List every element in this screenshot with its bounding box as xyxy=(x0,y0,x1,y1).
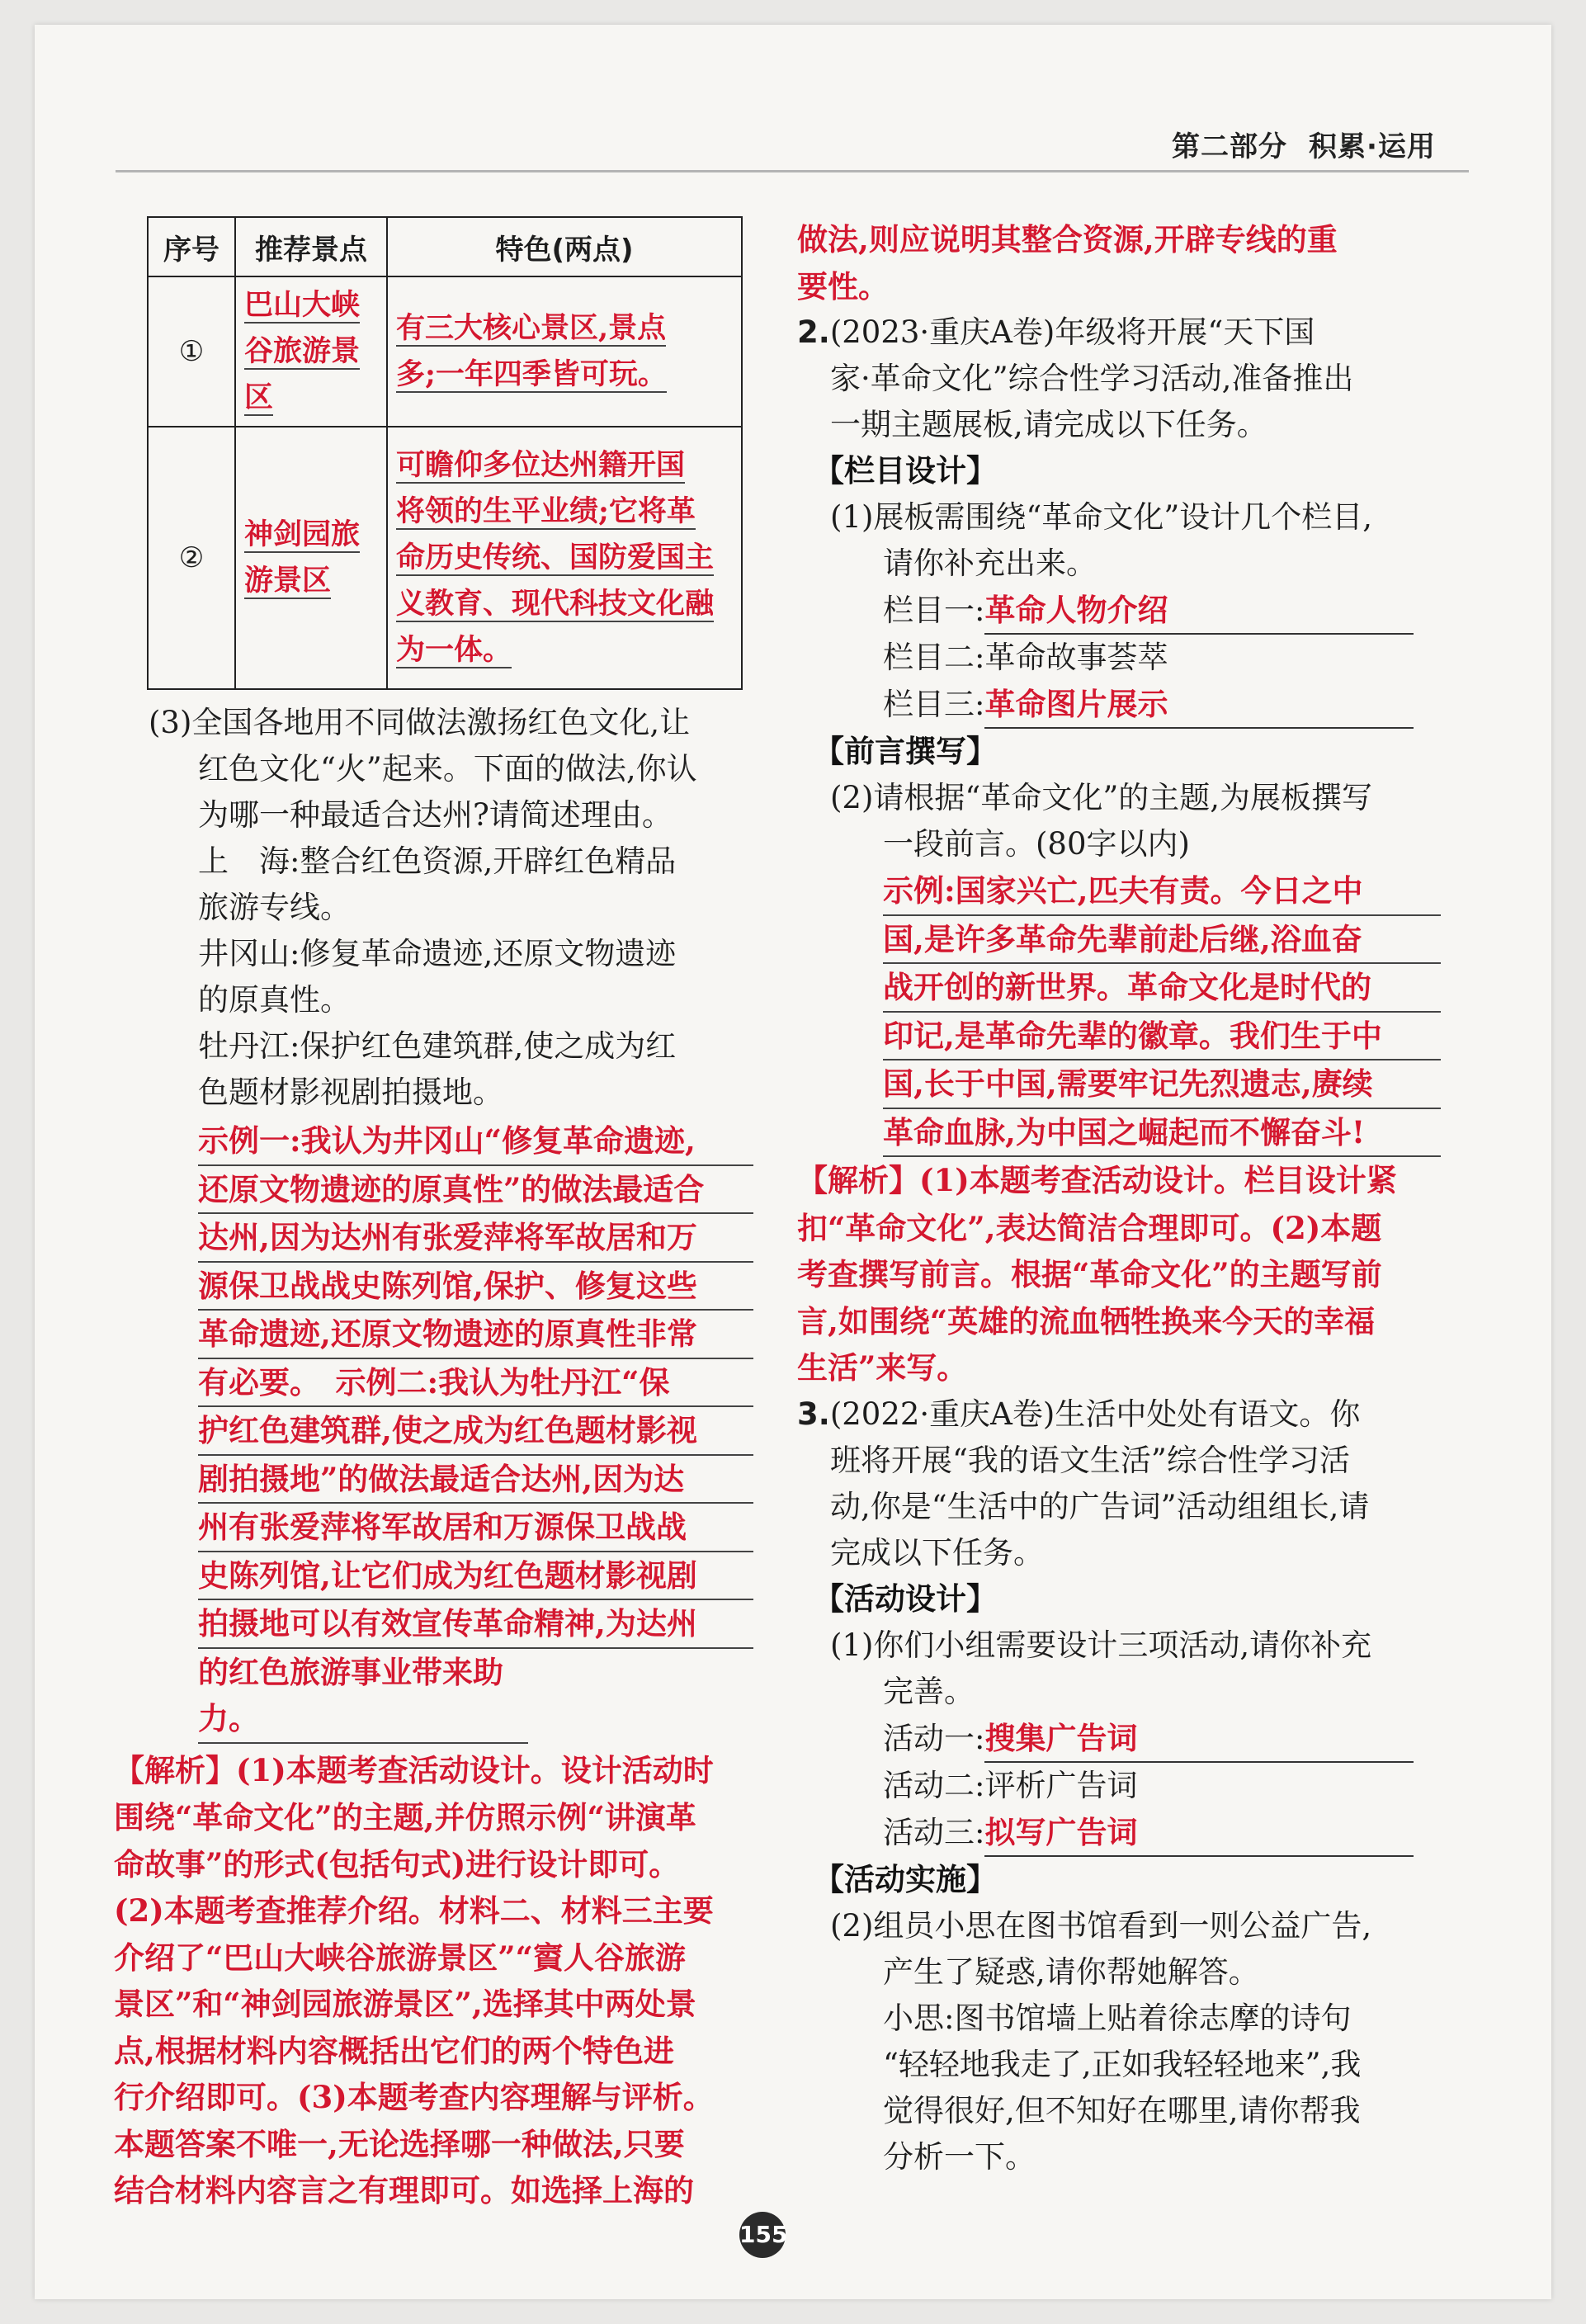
task-line: 一段前言。(80字以内) xyxy=(883,826,1190,862)
spot-name-cell xyxy=(235,427,387,689)
column-row xyxy=(797,635,1441,681)
column-value: 革命故事荟萃 xyxy=(984,640,1168,675)
stem-line: 完成以下任务。 xyxy=(830,1534,1044,1571)
spot-line: 神剑园旅 xyxy=(244,517,361,551)
xiaosi-line: “轻轻地我走了,正如我轻轻地来”,我 xyxy=(883,2046,1362,2082)
answer-line: 示例一:我认为井冈山“修复革命遗迹, xyxy=(198,1117,753,1166)
page-number: 155 xyxy=(739,2212,786,2258)
feature-line: 多;一年四季皆可玩。 xyxy=(396,357,667,391)
running-header xyxy=(1172,124,1436,164)
answer-line: 示例:国家兴亡,匹夫有责。今日之中 xyxy=(883,867,1441,916)
answer-line: 的红色旅游事业带来助力。 xyxy=(198,1649,528,1744)
table-header: 推荐景点 xyxy=(235,217,387,276)
spot-line: 区 xyxy=(244,380,274,414)
activity-row xyxy=(797,1763,1441,1809)
spot-line: 谷旅游景 xyxy=(244,334,361,368)
feature-line: 将领的生平业绩;它将革 xyxy=(396,494,696,528)
recommend-spots-table xyxy=(147,216,743,690)
analysis-line: 命故事”的形式(包括句式)进行设计即可。 xyxy=(114,1845,680,1882)
preface-answer xyxy=(797,867,1441,1157)
activity-value: 评析广告词 xyxy=(984,1767,1138,1803)
analysis-line: 结合材料内容言之有理即可。如选择上海的 xyxy=(114,2172,694,2208)
q3-block xyxy=(114,700,753,2214)
feature-cell xyxy=(387,427,742,689)
answer-line: 达州,因为达州有张爱萍将军故居和万 xyxy=(198,1214,753,1263)
answer-line: 国,长于中国,需要牢记先烈遗志,赓续 xyxy=(883,1060,1441,1109)
left-column xyxy=(114,216,753,2214)
column-answer: 革命人物介绍 xyxy=(984,587,1414,635)
activity-answer: 搜集广告词 xyxy=(984,1715,1414,1763)
analysis-continued xyxy=(797,216,1441,309)
column-label: 栏目三: xyxy=(883,687,985,722)
feature-line: 为一体。 xyxy=(396,633,512,667)
question-2 xyxy=(797,309,1441,1391)
feature-line: 有三大核心景区,景点 xyxy=(396,311,667,345)
stem-line: 家·革命文化”综合性学习活动,准备推出 xyxy=(830,361,1354,396)
spot-line: 游景区 xyxy=(244,564,332,598)
xiaosi-line: 觉得很好,但不知好在哪里,请你帮我 xyxy=(883,2092,1361,2128)
activity-answer: 拟写广告词 xyxy=(984,1809,1414,1857)
analysis-tag: 【解析】 xyxy=(797,1163,919,1198)
analysis-line: 围绕“革命文化”的主题,并仿照示例“讲演革 xyxy=(114,1799,696,1835)
answer-line: 还原文物遗迹的原真性”的做法最适合 xyxy=(198,1166,753,1215)
analysis-block xyxy=(114,1747,753,2214)
activity-label: 活动三: xyxy=(883,1814,985,1850)
answer-line: 革命遗迹,还原文物遗迹的原真性非常 xyxy=(198,1311,753,1359)
column-label: 栏目一: xyxy=(883,593,985,628)
q3-prompt-line: 为哪一种最适合达州?请简述理由。 xyxy=(198,797,673,833)
task-line: 完善。 xyxy=(883,1673,975,1709)
answer-line: 史陈列馆,让它们成为红色题材影视剧 xyxy=(198,1552,753,1601)
feature-cell xyxy=(387,276,742,427)
stem-line: 一期主题展板,请完成以下任务。 xyxy=(830,407,1267,442)
analysis-line: 要性。 xyxy=(797,267,889,305)
answer-line: 拍摄地可以有效宣传革命精神,为达州 xyxy=(198,1600,753,1649)
spot-name-cell xyxy=(235,276,387,427)
column-row xyxy=(797,587,1441,635)
section-tag: 【栏目设计】 xyxy=(814,453,997,489)
feature-line: 命历史传统、国防爱国主 xyxy=(396,541,715,574)
task-line: (1)你们小组需要设计三项活动,请你补充 xyxy=(830,1627,1372,1663)
answer-line: 有必要。 示例二:我认为牡丹江“保 xyxy=(198,1359,753,1408)
answer-line: 剧拍摄地”的做法最适合达州,因为达 xyxy=(198,1456,753,1504)
answer-line: 革命血脉,为中国之崛起而不懈奋斗! xyxy=(883,1109,1441,1158)
option-line: 的原真性。 xyxy=(198,982,351,1018)
task-line: (1)展板需围绕“革命文化”设计几个栏目, xyxy=(830,499,1373,535)
activity-label: 活动一: xyxy=(883,1720,985,1756)
xiaosi-line: 小思:图书馆墙上贴着徐志摩的诗句 xyxy=(883,2000,1352,2036)
analysis-line: (1)本题考查活动设计。设计活动时 xyxy=(236,1751,714,1788)
option-line: 井冈山:修复革命遗迹,还原文物遗迹 xyxy=(198,936,677,971)
analysis-line: 本题答案不唯一,无论选择哪一种做法,只要 xyxy=(114,2125,685,2162)
answer-line: 战开创的新世界。革命文化是时代的 xyxy=(883,964,1441,1013)
activity-row xyxy=(797,1715,1441,1763)
answer-line: 护红色建筑群,使之成为红色题材影视 xyxy=(198,1407,753,1456)
table-row xyxy=(148,427,742,689)
option-line: 色题材影视剧拍摄地。 xyxy=(198,1075,503,1110)
xiaosi-line: 分析一下。 xyxy=(883,2138,1036,2175)
feature-line: 义教育、现代科技文化融 xyxy=(396,587,715,621)
analysis-line: 生活”来写。 xyxy=(797,1349,968,1386)
task-line: (2)组员小思在图书馆看到一则公益广告, xyxy=(830,1907,1372,1944)
option-line: 旅游专线。 xyxy=(198,890,351,925)
question-number: 3. xyxy=(797,1396,830,1432)
section-tag: 【前言撰写】 xyxy=(814,734,997,769)
header-part: 第二部分 xyxy=(1172,130,1287,163)
analysis-line: 行介绍即可。(3)本题考查内容理解与评析。 xyxy=(114,2079,714,2115)
task-line: 请你补充出来。 xyxy=(883,546,1097,581)
answer-line: 源保卫战战史陈列馆,保护、修复这些 xyxy=(198,1263,753,1311)
task-line: 产生了疑惑,请你帮她解答。 xyxy=(883,1953,1259,1990)
analysis-line: (1)本题考查活动设计。栏目设计紧 xyxy=(919,1162,1397,1198)
activity-label: 活动二: xyxy=(883,1767,985,1803)
stem-line: 动,你是“生活中的广告词”活动组组长,请 xyxy=(830,1488,1370,1524)
section-tag: 【活动实施】 xyxy=(814,1861,997,1897)
analysis-line: 做法,则应说明其整合资源,开辟专线的重 xyxy=(797,221,1338,257)
row-number: ② xyxy=(148,427,235,689)
analysis-line: 景区”和“神剑园旅游景区”,选择其中两处景 xyxy=(114,1986,696,2022)
analysis-line: 扣“革命文化”,表达简洁合理即可。(2)本题 xyxy=(797,1209,1382,1246)
option-line: 牡丹江:保护红色建筑群,使之成为红 xyxy=(198,1028,677,1064)
analysis-line: 考查撰写前言。根据“革命文化”的主题写前 xyxy=(797,1256,1382,1292)
analysis-line: (2)本题考查推荐介绍。材料二、材料三主要 xyxy=(114,1892,714,1929)
q3-answer xyxy=(114,1117,753,1744)
header-divider xyxy=(116,170,1469,172)
question-3 xyxy=(797,1391,1441,2180)
table-header: 序号 xyxy=(148,217,235,276)
answer-line: 州有张爱萍将军故居和万源保卫战战 xyxy=(198,1504,753,1552)
header-section: 积累·运用 xyxy=(1309,130,1436,163)
table-header-row xyxy=(148,217,742,276)
activity-row xyxy=(797,1809,1441,1857)
column-answer: 革命图片展示 xyxy=(984,681,1414,729)
right-column xyxy=(797,216,1441,2180)
stem-line: 班将开展“我的语文生活”综合性学习活 xyxy=(830,1442,1350,1478)
task-line: (2)请根据“革命文化”的主题,为展板撰写 xyxy=(830,780,1373,815)
column-row xyxy=(797,681,1441,729)
analysis-line: 言,如围绕“英雄的流血牺牲换来今天的幸福 xyxy=(797,1302,1376,1339)
q3-prompt-line: (3)全国各地用不同做法激扬红色文化,让 xyxy=(149,705,691,740)
feature-line: 可瞻仰多位达州籍开国 xyxy=(396,448,686,482)
analysis-tag: 【解析】 xyxy=(114,1752,236,1788)
analysis-line: 点,根据材料内容概括出它们的两个特色进 xyxy=(114,2032,674,2069)
spot-line: 巴山大峡 xyxy=(244,288,361,322)
analysis-line: 介绍了“巴山大峡谷旅游景区”“賨人谷旅游 xyxy=(114,1939,686,1976)
option-line: 上 海:整合红色资源,开辟红色精品 xyxy=(198,843,677,879)
question-number: 2. xyxy=(797,314,830,350)
column-label: 栏目二: xyxy=(883,640,985,675)
stem-line: (2023·重庆A卷)年级将开展“天下国 xyxy=(829,314,1315,350)
table-header: 特色(两点) xyxy=(387,217,742,276)
row-number: ① xyxy=(148,276,235,427)
answer-line: 印记,是革命先辈的徽章。我们生于中 xyxy=(883,1013,1441,1061)
table-row xyxy=(148,276,742,427)
analysis-block xyxy=(797,1157,1441,1391)
q3-prompt-line: 红色文化“火”起来。下面的做法,你认 xyxy=(198,751,697,786)
answer-line: 国,是许多革命先辈前赴后继,浴血奋 xyxy=(883,916,1441,965)
stem-line: (2022·重庆A卷)生活中处处有语文。你 xyxy=(829,1396,1361,1432)
section-tag: 【活动设计】 xyxy=(814,1580,997,1617)
